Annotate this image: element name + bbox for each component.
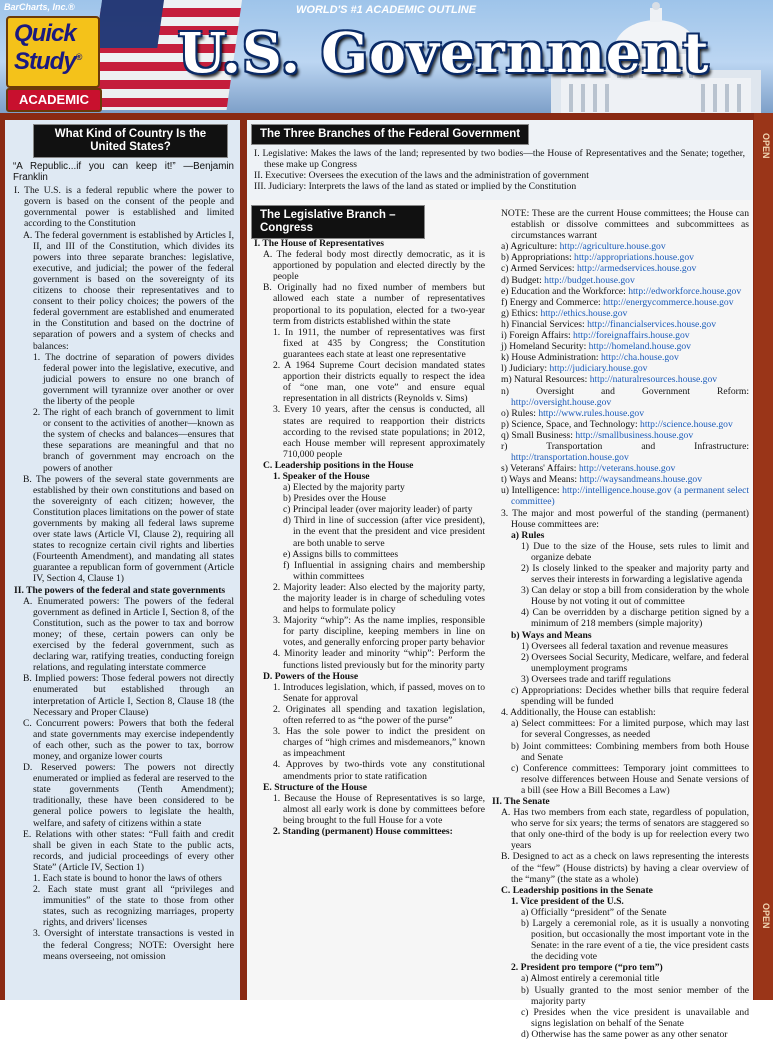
committee-item [491,363,749,374]
committee-name: j) Homeland Security: [501,341,589,353]
para: b) Usually granted to the most senior member of the majority party [521,984,749,1007]
para: 2. A 1964 Supreme Court decision mandated states apportion their districts equally to respect the idea of “one man, one vote” and ensure equal representation in all districts (Reynolds v. Sims) [273,360,485,405]
content-area [0,113,773,1040]
committee-name: m) Natural Resources: [501,374,590,386]
para: 1. The doctrine of separation of powers divides federal power into the legislative, executive, and judicial powers to ensure no one branch of government will tyrannize over another or over the liberty of the people [33,351,234,407]
para: a) Elected by the majority party [283,482,405,494]
committee-link[interactable]: http://homeland.house.gov [588,341,691,353]
committee-name: k) House Administration: [501,352,601,364]
para: b) Largely a ceremonial role, as it is usually a nonvoting position, but occasionally the most important vote in the Senate: in the rare event of a tie, the vice president casts the deciding vote [521,918,749,963]
main-panel [247,120,753,1040]
para: 2) Is closely linked to the speaker and majority party and serves their interests in forwarding a legislative agenda [521,563,749,586]
section-heading: The Three Branches of the Federal Government [251,124,529,145]
para: 3. Has the sole power to indict the president on charges of “high crimes and misdemeanors,” known as impeachment [273,726,485,760]
committee-item [491,319,749,330]
publisher-brand: BarCharts, Inc.® [4,2,75,12]
para: b) Presides over the House [283,493,386,505]
committee-name: n) Oversight and Government Reform: [501,385,749,397]
kind-text [5,158,240,962]
committee-item [491,286,749,297]
para: E. Relations with other states: “Full faith and credit shall be given in each State to the public acts, records, and judicial proceedings of every other State” (Article IV, Section 1) [23,828,234,873]
committee-item [491,341,749,352]
para: a) Select committees: For a limited purpose, which may last for several Congresses, as needed [511,718,749,741]
para: B. Designed to act as a check on laws representing the interests of the “few” (House districts) by having a clear overview of the “many” (the state as a whole) [501,851,749,885]
para: B. Originally had no fixed number of members but allowed each state a number of representatives proportional to its population, elected for a two-year term from districts established within the state [263,282,485,327]
para: 1. Introduces legislation, which, if passed, moves on to Senate for approval [273,681,485,704]
logo-box [6,16,100,88]
committee-name: e) Education and the Workforce: [501,285,629,297]
para: 1. Because the House of Representatives is so large, almost all early work is done by committees before being brought to the full House for a vote [273,792,485,826]
para: D. Reserved powers: The powers not directly enumerated or implied as federal are reserved to the state governments (Tenth Amendment); traditionally, these have been considered to be general police powers to legislate the health, welfare, and safety of citizens within a state [23,762,234,829]
kind-of-country-panel [5,120,240,1000]
para: E. Structure of the House [263,781,368,793]
para: 3) Oversees trade and tariff regulations [521,673,671,685]
para: I. The House of Representatives [254,238,384,249]
para: f) Influential in assigning chairs and membership within committees [283,559,485,582]
para: A. The federal government is established by Articles I, II, and III of the Constitution, which divides its powers into three separate branches: legislative, executive, and judicial; the power of the federal government is based on the sovereignty of its citizens to choose their representatives and to consent to their policy choices; the powers of the federal government are established and enumerated in the Constitution and based on the doctrine of separation of powers and a system of checks and balances: [23,229,234,352]
para: b) Ways and Means [511,629,592,641]
committee-link[interactable]: http://budget.house.gov [544,274,635,286]
para: c) Conference committees: Temporary joint committees to resolve differences between House and Senate versions of a bill (see How a Bill Becomes a Law) [511,762,749,796]
committee-name: u) Intelligence: [501,485,563,497]
committees-column [491,208,749,1040]
branch-executive: II. Executive: Oversees the execution of the laws and the administration of government [254,170,589,182]
para: a) Almost entirely a ceremonial title [521,973,660,985]
committee-link[interactable]: http://naturalresources.house.gov [589,374,718,386]
branch-judiciary: III. Judiciary: Interprets the laws of the land as stated or implied by the Constitution [254,181,577,193]
committee-link[interactable]: http://transportation.house.gov [511,452,629,464]
para: D. Powers of the House [263,670,359,682]
committee-link[interactable]: http://foreignaffairs.house.gov [573,330,690,342]
committee-link[interactable]: http://ethics.house.gov [540,307,628,319]
committee-item [491,441,749,463]
committee-name: g) Ethics: [501,307,541,319]
side-tab [754,113,773,1000]
side-tab-label: OPEN [761,133,771,159]
para: 3) Can delay or stop a bill from consideration by the whole House by not voting it out of committee [521,585,749,608]
franklin-quote: “A Republic...if you can keep it!” —Benjamin Franklin [13,161,234,184]
para: II. The Senate [492,795,550,807]
para: 4. Approves by two-thirds vote any constitutional amendments prior to state ratification [273,759,485,782]
para: b) Joint committees: Combining members from both House and Senate [511,740,749,763]
committee-item [491,485,749,507]
committee-link[interactable]: http://financialservices.house.gov [587,318,717,330]
para: C. Leadership positions in the House [263,459,414,471]
para: B. Implied powers: Those federal powers not directly enumerated but established through an interpretation of Article I, Section 8, Clause 18 (the Necessary and Proper Clause) [23,673,234,718]
para: 4) Can be overridden by a discharge petition signed by a minimum of 218 members (simple majority) [521,607,749,630]
committee-link[interactable]: http://energycommerce.house.gov [603,296,734,308]
committee-name: r) Transportation and Infrastructure: [501,440,749,452]
committee-link[interactable]: http://waysandmeans.house.gov [579,474,703,486]
para: A. Has two members from each state, regardless of population, who serve for six years; the terms of senators are staggered so that only one-third of the body is up for reelection every two years [501,807,749,852]
logo-study: Study® [14,48,82,75]
section-heading: The Legislative Branch – Congress [251,205,425,239]
para: 4. Additionally, the House can establish: [501,707,656,719]
committee-item [491,408,749,419]
para: 2. Standing (permanent) House committees: [273,825,453,837]
para: 2. Each state must grant all “privileges and immunities” of the state to those from other states, such as recognizing marriages, property rights, and drivers' licenses [33,884,234,929]
para: 1. Speaker of the House [273,470,370,482]
committee-item [491,430,749,441]
para: 2. Originates all spending and taxation legislation, often referred to as “the power of the purse” [273,703,485,727]
para: e) Assigns bills to committees [283,548,399,560]
para: 3. Every 10 years, after the census is conducted, all states are required to reapportion their districts according to the revised state populations; in 2012, each House member will represent approximately 710,000 people [273,404,485,460]
committee-link[interactable]: http://appropriations.house.gov [574,252,694,264]
para: C. Concurrent powers: Powers that both the federal and state governments may exercise independently of each other, such as the power to tax, borrow money, and organize lower courts [23,717,234,762]
para: 4. Minority leader and minority “whip”: Perform the functions listed previously but for the minority party [273,648,485,671]
tagline: WORLD'S #1 ACADEMIC OUTLINE [296,4,477,16]
para: 1) Oversees all federal taxation and revenue measures [521,640,728,652]
committee-link[interactable]: http://intelligence.house.gov (a permanent select committee) [511,485,750,508]
branches-text [247,145,753,192]
branch-legislative: I. Legislative: Makes the laws of the land; represented by two bodies—the House of Representatives and the Senate; together, these make up Congress [254,148,745,171]
quick-study-logo [6,16,98,108]
para: c) Principal leader (over majority leader) of party [283,504,473,516]
committee-link[interactable]: http://armedservices.house.gov [576,263,697,275]
para: II. The powers of the federal and state governments [14,584,226,596]
committee-item [491,330,749,341]
committee-link[interactable]: http://judiciary.house.gov [549,363,648,375]
committee-name: d) Budget: [501,274,545,286]
committee-name: i) Foreign Affairs: [501,330,574,342]
committee-list [491,241,749,507]
committee-link[interactable]: http://www.rules.house.gov [538,407,645,419]
para: c) Presides when the vice president is unavailable and signs legislation on behalf of the Senate [521,1006,749,1029]
committee-link[interactable]: http://oversight.house.gov [511,396,612,408]
committee-name: h) Financial Services: [501,318,588,330]
para: 2) Oversees Social Security, Medicare, welfare, and federal unemployment programs [521,651,749,674]
para: 3. The major and most powerful of the standing (permanent) House committees are: [501,507,749,530]
logo-study-text: Study [14,48,76,75]
para: A. The federal body most directly democratic, as it is apportioned by population and elected directly by the people [263,249,485,283]
committee-link[interactable]: http://smallbusiness.house.gov [575,429,694,441]
section-heading: What Kind of Country Is the United States? [33,124,228,158]
committee-item [491,474,749,485]
committee-item [491,374,749,385]
para: 2. Majority leader: Also elected by the majority party, the majority leader is in charge of scheduling votes and helps to formulate policy [273,581,485,616]
page-header [0,0,773,113]
committee-item [491,463,749,474]
para: 1. Vice president of the U.S. [511,895,624,907]
committee-item [491,386,749,408]
para: d) Otherwise has the same power as any other senator [521,1028,728,1040]
committee-item [491,297,749,308]
logo-quick: Quick [14,20,76,47]
para: 3. Majority “whip”: As the name implies, responsible for party discipline, keeping members in line on votes, and generally enforcing proper party behavior [273,615,485,649]
side-tab-label: OPEN [761,903,771,929]
para: d) Third in line of succession (after vice president), in the event that the president and vice president are both unable to serve [283,515,485,549]
para: A. Enumerated powers: The powers of the federal government as defined in Article I, Section 8, of the Constitution, such as the power to tax and borrow money; of these, certain powers can only be exercised by the federal government, such as declaring war, ratifying treaties, conducting foreign relations, and regulating interstate commerce [23,595,234,674]
para: a) Rules [511,529,545,541]
committee-item [491,252,749,263]
committee-link[interactable]: http://science.house.gov [640,418,733,430]
committee-item [491,275,749,286]
para: c) Appropriations: Decides whether bills that require federal spending will be funded [511,685,749,708]
committee-name: b) Appropriations: [501,252,575,264]
committee-item [491,352,749,363]
para: 2. The right of each branch of government to limit or consent to the activities of another—known as the system of checks and balances—ensures that these separations are meaningful and that no branch of government may encroach on the powers of another [33,407,234,474]
committee-name: a) Agriculture: [501,241,560,253]
para: 1) Due to the size of the House, sets rules to limit and organize debate [521,540,749,563]
senate-text [491,508,749,1040]
committee-name: l) Judiciary: [501,363,550,375]
committee-link[interactable]: http://cha.house.gov [600,352,679,364]
committee-name: o) Rules: [501,407,539,419]
para: a) Officially “president” of the Senate [521,906,667,918]
para: B. The powers of the several state governments are established by their own constitutions and based on the sovereignty of each citizen; however, the Constitution places limitations on the power of state governments by making all federal laws supreme over state laws (Article VI, Clause 2), requiring all states to recognize certain civil rights and liberties (Fourteenth Amendment), and mandating all states guarantee a republican form of government (Article IV, Section 4, Clause 1) [23,473,234,585]
para: 2. President pro tempore (“pro tem”) [511,962,663,974]
note: NOTE: These are the current House committees; the House can establish or dissolve committees and subcommittees as circumstances warrant [501,208,749,242]
flag-canton [95,0,165,48]
committee-item [491,419,749,430]
committee-link[interactable]: http://veterans.house.gov [578,463,676,475]
committee-item [491,308,749,319]
committee-name: t) Ways and Means: [501,474,580,486]
committee-item [491,263,749,274]
committee-link[interactable]: http://edworkforce.house.gov [628,285,742,297]
para: C. Leadership positions in the Senate [501,884,653,896]
para: 1. In 1911, the number of representatives was first fixed at 435 by Congress; the Constitution guarantees each state at least one representative [273,326,485,360]
three-branches-section [247,120,753,200]
committee-item [491,241,749,252]
committee-name: c) Armed Services: [501,263,577,275]
committee-name: q) Small Business: [501,429,576,441]
logo-academic: ACADEMIC [6,88,102,112]
committee-name: s) Veterans' Affairs: [501,463,579,475]
para: I. The U.S. is a federal republic where the power to govern is based on the consent of the people and governmental power is established and limited according to the Constitution [14,185,234,230]
para: 3. Oversight of interstate transactions is vested in the federal Congress; NOTE: Oversight here means overseeing, not omission [33,928,234,962]
committee-name: p) Science, Space, and Technology: [501,418,641,430]
committee-name: f) Energy and Commerce: [501,296,604,308]
page-title: U.S. Government [178,20,710,85]
para: 1. Each state is bound to honor the laws of others [33,873,222,884]
house-column [253,238,485,837]
committee-link[interactable]: http://agriculture.house.gov [559,241,666,253]
